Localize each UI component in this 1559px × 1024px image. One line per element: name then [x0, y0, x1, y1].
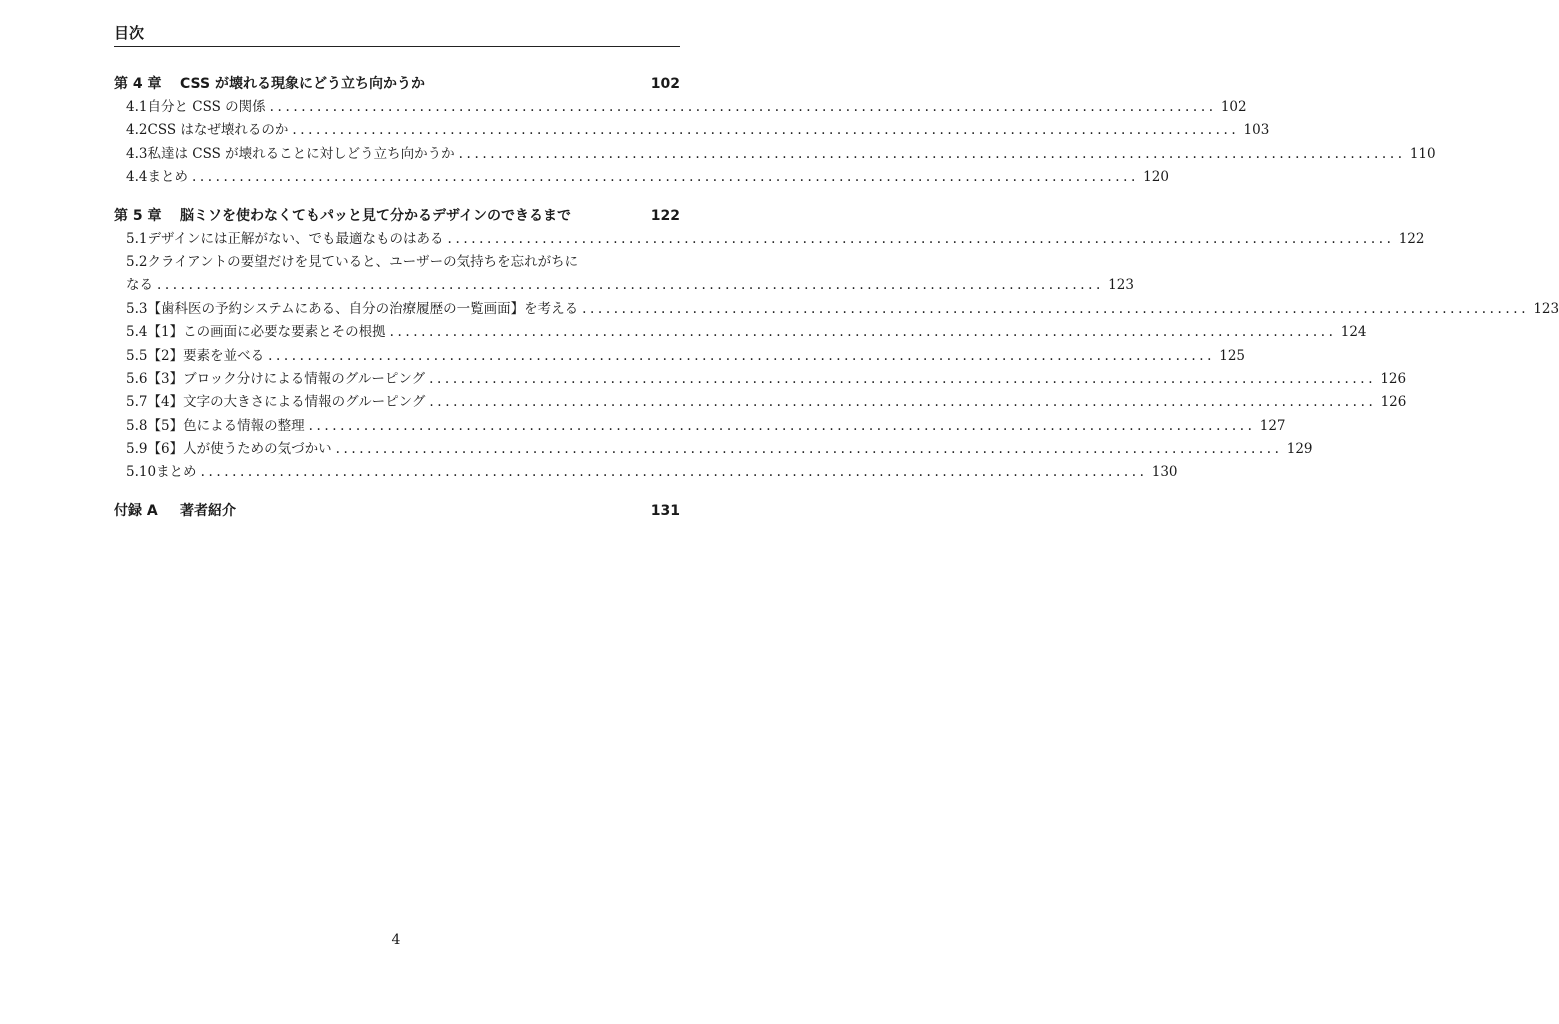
section-number: 5.10: [126, 464, 157, 481]
dot-leader: ........................................................................................................................: [429, 394, 1377, 411]
toc-entry-5-6[interactable]: [114, 368, 1407, 391]
toc-entry-5-4[interactable]: [114, 321, 1367, 344]
section-title: 【1】この画面に必要な要素とその根拠: [147, 324, 386, 341]
section-page: 102: [1220, 99, 1247, 115]
section-number: 5.8: [126, 417, 148, 434]
section-number: 5.7: [126, 394, 148, 411]
section-page: 124: [1340, 324, 1367, 341]
section-page: 127: [1259, 417, 1286, 434]
appendix-page: 131: [650, 502, 680, 519]
dot-leader: ........................................................................................................................: [292, 122, 1240, 139]
section-title: 私達は CSS が壊れることに対しどう立ち向かうか: [147, 145, 455, 162]
section-page: 129: [1286, 441, 1313, 458]
dot-leader: ........................................................................................................................: [447, 230, 1395, 247]
section-title: 【歯科医の予約システムにある、自分の治療履歴の一覧画面】を考える: [147, 300, 579, 317]
chapter-page: 102: [650, 76, 680, 92]
section-number: 5.2: [126, 253, 148, 270]
dot-leader: ........................................................................................................................: [582, 300, 1530, 317]
dot-leader: ........................................................................................................................: [335, 441, 1283, 458]
section-page: 123: [1533, 300, 1559, 317]
toc-entry-4-4[interactable]: [114, 166, 1169, 189]
chapter-number: 第 5 章: [114, 207, 162, 224]
section-page: 120: [1143, 169, 1169, 186]
dot-leader: ........................................................................................................................: [458, 145, 1406, 162]
section-number: 4.4: [126, 169, 148, 186]
toc-entry-5-2-cont[interactable]: [114, 274, 1134, 297]
section-page: 122: [1398, 230, 1425, 247]
dot-leader: ........................................................................................................................: [200, 464, 1148, 481]
section-number: 5.6: [126, 370, 148, 387]
table-of-contents: [114, 72, 1559, 523]
dot-leader: ........................................................................................................................: [429, 370, 1377, 387]
section-number: 4.2: [126, 122, 148, 139]
chapter-title: CSS が壊れる現象にどう立ち向かうか: [180, 76, 425, 92]
section-title: 【3】ブロック分けによる情報のグルーピング: [147, 370, 426, 387]
section-page: 123: [1108, 277, 1134, 294]
section-title-continued: なる: [126, 277, 153, 294]
chapter-number: 第 4 章: [114, 76, 162, 92]
toc-entry-4-3[interactable]: [114, 143, 1436, 166]
section-title: 【6】人が使うための気づかい: [147, 441, 332, 458]
chapter-page: 122: [650, 207, 680, 224]
section-number: 4.1: [126, 99, 148, 115]
appendix-title: 著者紹介: [180, 502, 236, 519]
dot-leader: ........................................................................................................................: [308, 417, 1256, 434]
toc-entry-5-9[interactable]: [114, 438, 1313, 461]
dot-leader: ........................................................................................................................: [268, 347, 1216, 364]
page-header: [114, 22, 680, 47]
toc-entry-4-1[interactable]: [114, 96, 1247, 119]
chapter-title: 脳ミソを使わなくてもパッと見て分かるデザインのできるまで: [180, 207, 572, 224]
dot-leader: ........................................................................................................................: [191, 169, 1139, 186]
section-title: CSS はなぜ壊れるのか: [147, 122, 289, 139]
section-title: 【2】要素を並べる: [147, 347, 265, 364]
section-title: 自分と CSS の関係: [147, 99, 266, 115]
section-title: デザインには正解がない、でも最適なものはある: [147, 230, 444, 247]
section-title: 【4】文字の大きさによる情報のグルーピング: [147, 394, 426, 411]
section-page: 125: [1219, 347, 1246, 364]
header-title: 目次: [114, 24, 145, 42]
toc-entry-4-2[interactable]: [114, 119, 1270, 142]
toc-entry-5-5[interactable]: [114, 345, 1246, 368]
section-number: 5.4: [126, 324, 148, 341]
toc-entry-5-1[interactable]: [114, 228, 1425, 251]
dot-leader: ........................................................................................................................: [389, 324, 1337, 341]
section-title: クライアントの要望だけを見ていると、ユーザーの気持ちを忘れがちに: [147, 253, 579, 270]
section-title: 【5】色による情報の整理: [147, 417, 305, 434]
dot-leader: ........................................................................................................................: [157, 277, 1104, 294]
section-page: 126: [1380, 394, 1407, 411]
toc-entry-5-10[interactable]: [114, 461, 1178, 484]
toc-appendix-a[interactable]: [114, 499, 680, 523]
section-page: 126: [1380, 370, 1407, 387]
section-page: 110: [1409, 145, 1436, 162]
toc-entry-5-8[interactable]: [114, 415, 1286, 438]
toc-entry-5-3[interactable]: [114, 298, 1559, 321]
section-number: 4.3: [126, 145, 148, 162]
section-title: まとめ: [156, 464, 197, 481]
section-number: 5.3: [126, 300, 148, 317]
section-title: まとめ: [147, 169, 188, 186]
toc-chapter-5[interactable]: [114, 204, 680, 228]
section-page: 130: [1151, 464, 1178, 481]
dot-leader: ........................................................................................................................: [269, 99, 1217, 115]
appendix-number: 付録 A: [114, 502, 158, 519]
toc-chapter-4[interactable]: [114, 72, 680, 96]
toc-entry-5-7[interactable]: [114, 391, 1407, 414]
toc-entry-5-2[interactable]: [114, 251, 680, 274]
section-number: 5.5: [126, 347, 148, 364]
section-number: 5.9: [126, 441, 148, 458]
section-page: 103: [1243, 122, 1270, 139]
page-number: 4: [391, 932, 401, 948]
section-number: 5.1: [126, 230, 148, 247]
